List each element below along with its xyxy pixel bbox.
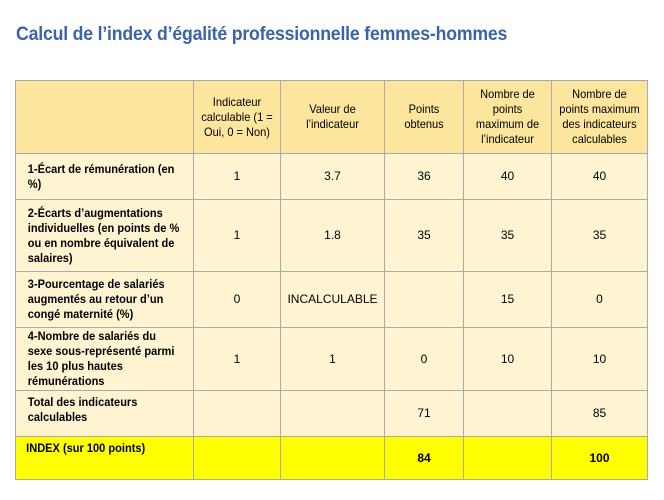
cell-points: 0 [385, 328, 464, 391]
row-label: 3-Pourcentage de salariés augmentés au retour d’un congé maternité (%) [16, 272, 194, 328]
cell-max-indicateur: 15 [464, 272, 552, 328]
cell-calculable: 1 [194, 200, 281, 272]
table-row [16, 200, 648, 272]
index-max-indicateur [464, 437, 552, 480]
cell-calculable [194, 391, 281, 437]
cell-max-indicateur: 35 [464, 200, 552, 272]
index-valeur [281, 437, 385, 480]
cell-max-calculables: 35 [552, 200, 648, 272]
index-table [15, 80, 648, 480]
cell-max-calculables: 0 [552, 272, 648, 328]
cell-valeur: 1.8 [281, 200, 385, 272]
index-points: 84 [385, 437, 464, 480]
cell-calculable: 0 [194, 272, 281, 328]
header-max-calculables: Nombre de points maximum des indicateurs calculables [552, 81, 648, 154]
cell-valeur: 3.7 [281, 154, 385, 200]
cell-max-calculables: 10 [552, 328, 648, 391]
index-row [16, 437, 648, 480]
row-label: Total des indicateurs calculables [16, 391, 194, 437]
table-row [16, 154, 648, 200]
cell-points: 36 [385, 154, 464, 200]
row-label: 2-Écarts d’augmentations individuelles (en points de % ou en nombre équivalent de salaires) [16, 200, 194, 272]
row-label: 4-Nombre de salariés du sexe sous-représenté parmi les 10 plus hautes rémunérations [16, 328, 194, 391]
cell-calculable: 1 [194, 328, 281, 391]
cell-max-indicateur [464, 391, 552, 437]
cell-valeur: 1 [281, 328, 385, 391]
cell-valeur [281, 391, 385, 437]
header-valeur: Valeur de l’indicateur [281, 81, 385, 154]
cell-max-calculables: 85 [552, 391, 648, 437]
index-max-calculables: 100 [552, 437, 648, 480]
cell-calculable: 1 [194, 154, 281, 200]
cell-points: 35 [385, 200, 464, 272]
table-row [16, 391, 648, 437]
row-label: 1-Écart de rémunération (en %) [16, 154, 194, 200]
cell-points [385, 272, 464, 328]
header-points: Points obtenus [385, 81, 464, 154]
index-label: INDEX (sur 100 points) [16, 437, 194, 480]
cell-max-calculables: 40 [552, 154, 648, 200]
index-calculable [194, 437, 281, 480]
table-row [16, 328, 648, 391]
cell-max-indicateur: 40 [464, 154, 552, 200]
cell-valeur: INCALCULABLE [281, 272, 385, 328]
header-row [16, 81, 648, 154]
header-max-indicateur: Nombre de points maximum de l’indicateur [464, 81, 552, 154]
header-calculable: Indicateur calculable (1 = Oui, 0 = Non) [194, 81, 281, 154]
cell-max-indicateur: 10 [464, 328, 552, 391]
page-title: Calcul de l’index d’égalité professionnelle femmes-hommes [16, 24, 508, 45]
cell-points: 71 [385, 391, 464, 437]
table-row [16, 272, 648, 328]
header-blank [16, 81, 194, 154]
